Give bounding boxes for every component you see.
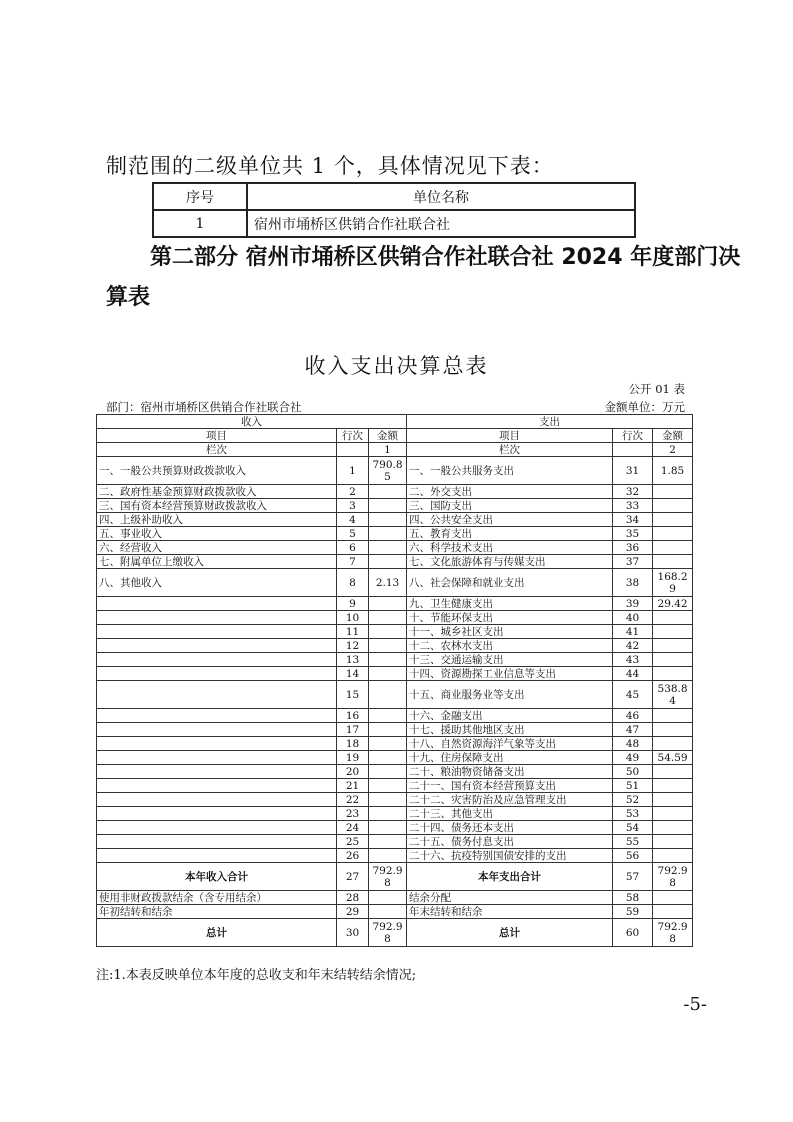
expense-row-header: 行次	[613, 429, 653, 443]
expense-item-cell: 五、教育支出	[407, 527, 613, 541]
expense-item-cell: 七、文化旅游体育与传媒支出	[407, 555, 613, 569]
income-amount-cell	[369, 905, 407, 919]
income-item-cell: 使用非财政拨款结余（含专用结余）	[97, 891, 337, 905]
income-item-cell	[97, 681, 337, 709]
income-row-no-cell: 14	[337, 667, 369, 681]
income-item-cell	[97, 807, 337, 821]
table-row	[97, 653, 693, 667]
income-column-number: 1	[369, 443, 407, 457]
expense-item-cell: 十五、商业服务业等支出	[407, 681, 613, 709]
expense-item-cell: 十七、援助其他地区支出	[407, 723, 613, 737]
income-amount-cell	[369, 765, 407, 779]
table-row	[97, 499, 693, 513]
income-amount-header: 金额	[369, 429, 407, 443]
expense-item-cell: 二十三、其他支出	[407, 807, 613, 821]
income-item-cell	[97, 653, 337, 667]
section-heading-line1: 第二部分 宿州市埇桥区供销合作社联合社 2024 年度部门决	[150, 245, 741, 270]
expense-amount-cell: 54.59	[653, 751, 693, 765]
income-amount-cell	[369, 541, 407, 555]
expense-item-cell: 四、公共安全支出	[407, 513, 613, 527]
income-item-cell: 三、国有资本经营预算财政拨款收入	[97, 499, 337, 513]
income-item-cell	[97, 723, 337, 737]
table-row	[97, 751, 693, 765]
income-row-no-cell: 23	[337, 807, 369, 821]
income-amount-cell	[369, 639, 407, 653]
income-item-cell	[97, 835, 337, 849]
column-number-row	[97, 443, 693, 457]
table-row	[97, 835, 693, 849]
income-row-no-cell: 28	[337, 891, 369, 905]
income-row-no-cell: 18	[337, 737, 369, 751]
table-row	[97, 527, 693, 541]
income-lanci-label: 栏次	[97, 443, 337, 457]
table-row	[97, 541, 693, 555]
expense-row-no-cell: 55	[613, 835, 653, 849]
unit-table	[152, 182, 636, 238]
expense-amount-cell	[653, 639, 693, 653]
expense-amount-cell	[653, 527, 693, 541]
income-item-cell	[97, 793, 337, 807]
expense-header: 支出	[407, 415, 693, 429]
income-item-cell: 四、上级补助收入	[97, 513, 337, 527]
expense-row-no-cell: 56	[613, 849, 653, 863]
header-seq: 序号	[153, 183, 247, 210]
expense-row-no-cell: 34	[613, 513, 653, 527]
income-amount-cell	[369, 667, 407, 681]
unit-name-cell: 宿州市埇桥区供销合作社联合社	[247, 210, 635, 237]
expense-amount-cell	[653, 821, 693, 835]
income-row-no-cell: 29	[337, 905, 369, 919]
income-row-no-cell: 1	[337, 457, 369, 485]
table-row	[97, 849, 693, 863]
expense-item-cell: 十六、金融支出	[407, 709, 613, 723]
expense-row-no-cell: 48	[613, 737, 653, 751]
expense-row-no-cell: 38	[613, 569, 653, 597]
intro-text: 制范围的二级单位共 1 个，具体情况见下表：	[106, 154, 554, 178]
form-number: 公开 01 表	[628, 382, 685, 396]
table-row	[97, 919, 693, 947]
expense-row-no-cell: 52	[613, 793, 653, 807]
income-amount-cell	[369, 611, 407, 625]
income-item-cell: 六、经营收入	[97, 541, 337, 555]
expense-amount-cell: 1.85	[653, 457, 693, 485]
expense-item-cell: 十一、城乡社区支出	[407, 625, 613, 639]
expense-item-cell: 二十、粮油物资储备支出	[407, 765, 613, 779]
income-amount-cell	[369, 849, 407, 863]
expense-item-cell: 十九、住房保障支出	[407, 751, 613, 765]
expense-item-cell: 六、科学技术支出	[407, 541, 613, 555]
income-amount-cell	[369, 891, 407, 905]
income-item-cell	[97, 611, 337, 625]
income-row-no-cell: 10	[337, 611, 369, 625]
expense-column-number: 2	[653, 443, 693, 457]
expense-row-no-cell: 37	[613, 555, 653, 569]
income-item-cell	[97, 779, 337, 793]
table-row	[97, 779, 693, 793]
expense-item-cell: 八、社会保障和就业支出	[407, 569, 613, 597]
income-row-no-cell: 25	[337, 835, 369, 849]
expense-row-no-cell: 54	[613, 821, 653, 835]
expense-row-no-cell: 58	[613, 891, 653, 905]
income-item-cell	[97, 737, 337, 751]
table-row	[97, 611, 693, 625]
table-row	[97, 625, 693, 639]
expense-amount-cell	[653, 807, 693, 821]
income-item-header: 项目	[97, 429, 337, 443]
expense-amount-cell	[653, 849, 693, 863]
table-row	[97, 457, 693, 485]
income-row-no-cell: 20	[337, 765, 369, 779]
expense-row-no-cell: 40	[613, 611, 653, 625]
expense-row-no-cell: 51	[613, 779, 653, 793]
income-row-no-cell: 2	[337, 485, 369, 499]
expense-amount-cell	[653, 891, 693, 905]
income-amount-cell	[369, 835, 407, 849]
expense-row-no-cell: 53	[613, 807, 653, 821]
expense-amount-cell	[653, 541, 693, 555]
income-amount-cell	[369, 737, 407, 751]
expense-row-no-cell: 50	[613, 765, 653, 779]
expense-item-cell: 本年支出合计	[407, 863, 613, 891]
expense-amount-cell	[653, 723, 693, 737]
income-item-cell: 五、事业收入	[97, 527, 337, 541]
expense-row-no-cell: 36	[613, 541, 653, 555]
income-row-no-cell: 19	[337, 751, 369, 765]
expense-amount-cell	[653, 667, 693, 681]
expense-amount-cell	[653, 835, 693, 849]
expense-row-no-cell: 33	[613, 499, 653, 513]
income-row-no-cell: 30	[337, 919, 369, 947]
income-amount-cell	[369, 709, 407, 723]
expense-row-no-cell: 31	[613, 457, 653, 485]
expense-lanci-label: 栏次	[407, 443, 613, 457]
expense-item-cell: 二十五、债务付息支出	[407, 835, 613, 849]
income-expense-body	[97, 415, 693, 947]
income-header: 收入	[97, 415, 407, 429]
income-item-cell	[97, 639, 337, 653]
table-title: 收入支出决算总表	[304, 354, 489, 378]
table-row	[97, 807, 693, 821]
table-row	[97, 765, 693, 779]
income-item-cell: 八、其他收入	[97, 569, 337, 597]
expense-row-no-cell: 47	[613, 723, 653, 737]
expense-item-header: 项目	[407, 429, 613, 443]
expense-row-no-cell: 43	[613, 653, 653, 667]
income-item-cell	[97, 849, 337, 863]
income-row-no-cell: 26	[337, 849, 369, 863]
income-amount-cell	[369, 793, 407, 807]
expense-amount-cell	[653, 513, 693, 527]
income-amount-cell	[369, 597, 407, 611]
expense-amount-cell	[653, 611, 693, 625]
income-item-cell: 七、附属单位上缴收入	[97, 555, 337, 569]
expense-item-cell: 十八、自然资源海洋气象等支出	[407, 737, 613, 751]
income-row-no-cell: 5	[337, 527, 369, 541]
income-item-cell: 本年收入合计	[97, 863, 337, 891]
table-row	[97, 793, 693, 807]
income-item-cell	[97, 625, 337, 639]
group-header-row	[97, 415, 693, 429]
income-row-no-cell: 12	[337, 639, 369, 653]
income-amount-cell	[369, 513, 407, 527]
expense-amount-cell	[653, 653, 693, 667]
expense-row-no-cell: 60	[613, 919, 653, 947]
income-row-no-cell: 24	[337, 821, 369, 835]
expense-row-no-cell: 41	[613, 625, 653, 639]
expense-item-cell: 一、一般公共服务支出	[407, 457, 613, 485]
income-item-cell: 一、一般公共预算财政拨款收入	[97, 457, 337, 485]
expense-item-cell: 二、外交支出	[407, 485, 613, 499]
empty-cell	[337, 443, 369, 457]
expense-amount-cell	[653, 793, 693, 807]
income-amount-cell: 2.13	[369, 569, 407, 597]
income-row-no-cell: 22	[337, 793, 369, 807]
income-item-cell	[97, 751, 337, 765]
table-row	[97, 821, 693, 835]
unit-table-header	[153, 183, 635, 210]
expense-item-cell: 二十二、灾害防治及应急管理支出	[407, 793, 613, 807]
section-heading-line2: 算表	[106, 285, 151, 310]
expense-amount-cell	[653, 905, 693, 919]
income-row-no-cell: 6	[337, 541, 369, 555]
income-row-no-cell: 13	[337, 653, 369, 667]
expense-amount-cell	[653, 625, 693, 639]
income-item-cell	[97, 765, 337, 779]
income-amount-cell: 792.98	[369, 863, 407, 891]
income-amount-cell	[369, 527, 407, 541]
income-item-cell	[97, 597, 337, 611]
header-unit-name: 单位名称	[247, 183, 635, 210]
table-row	[97, 555, 693, 569]
expense-item-cell: 十、节能环保支出	[407, 611, 613, 625]
table-row	[97, 597, 693, 611]
empty-cell	[613, 443, 653, 457]
table-row	[97, 639, 693, 653]
expense-amount-cell	[653, 709, 693, 723]
income-row-no-cell: 7	[337, 555, 369, 569]
expense-item-cell: 二十一、国有资本经营预算支出	[407, 779, 613, 793]
table-row	[97, 569, 693, 597]
table-row	[97, 863, 693, 891]
income-item-cell	[97, 667, 337, 681]
table-row	[97, 709, 693, 723]
table-row	[97, 681, 693, 709]
income-amount-cell	[369, 807, 407, 821]
income-amount-cell	[369, 681, 407, 709]
expense-item-cell: 九、卫生健康支出	[407, 597, 613, 611]
expense-amount-cell	[653, 779, 693, 793]
table-row	[97, 737, 693, 751]
department-label: 部门：宿州市埇桥区供销合作社联合社	[106, 400, 302, 414]
expense-row-no-cell: 42	[613, 639, 653, 653]
expense-amount-cell	[653, 737, 693, 751]
expense-item-cell: 二十四、债务还本支出	[407, 821, 613, 835]
table-row	[97, 485, 693, 499]
footnote: 注:1.本表反映单位本年度的总收支和年末结转结余情况;	[96, 968, 417, 983]
expense-row-no-cell: 49	[613, 751, 653, 765]
expense-item-cell: 十二、农林水支出	[407, 639, 613, 653]
expense-item-cell: 结余分配	[407, 891, 613, 905]
income-item-cell: 总计	[97, 919, 337, 947]
column-header-row	[97, 429, 693, 443]
table-row	[97, 905, 693, 919]
income-row-no-cell: 11	[337, 625, 369, 639]
expense-amount-cell: 792.98	[653, 919, 693, 947]
income-amount-cell	[369, 821, 407, 835]
income-row-no-cell: 15	[337, 681, 369, 709]
income-item-cell	[97, 821, 337, 835]
income-item-cell	[97, 709, 337, 723]
expense-row-no-cell: 32	[613, 485, 653, 499]
income-row-no-cell: 27	[337, 863, 369, 891]
expense-amount-cell: 538.84	[653, 681, 693, 709]
income-amount-cell	[369, 499, 407, 513]
income-row-no-cell: 21	[337, 779, 369, 793]
expense-item-cell: 总计	[407, 919, 613, 947]
expense-item-cell: 十三、交通运输支出	[407, 653, 613, 667]
amount-unit-label: 金额单位：万元	[604, 400, 685, 414]
expense-row-no-cell: 39	[613, 597, 653, 611]
income-row-no-cell: 9	[337, 597, 369, 611]
table-row	[97, 513, 693, 527]
income-amount-cell	[369, 555, 407, 569]
income-amount-cell	[369, 485, 407, 499]
expense-amount-cell: 168.29	[653, 569, 693, 597]
expense-item-cell: 二十六、抗疫特别国债安排的支出	[407, 849, 613, 863]
expense-item-cell: 年末结转和结余	[407, 905, 613, 919]
expense-row-no-cell: 57	[613, 863, 653, 891]
expense-row-no-cell: 59	[613, 905, 653, 919]
table-row	[153, 210, 635, 237]
income-item-cell: 年初结转和结余	[97, 905, 337, 919]
income-row-no-cell: 17	[337, 723, 369, 737]
income-row-no-cell: 8	[337, 569, 369, 597]
income-row-no-cell: 16	[337, 709, 369, 723]
income-item-cell: 二、政府性基金预算财政拨款收入	[97, 485, 337, 499]
page-number: -5-	[683, 994, 707, 1015]
income-amount-cell	[369, 751, 407, 765]
table-row	[97, 667, 693, 681]
section-heading	[106, 238, 741, 318]
expense-amount-cell: 792.98	[653, 863, 693, 891]
expense-item-cell: 三、国防支出	[407, 499, 613, 513]
expense-item-cell: 十四、资源勘探工业信息等支出	[407, 667, 613, 681]
income-amount-cell: 790.85	[369, 457, 407, 485]
income-amount-cell	[369, 723, 407, 737]
expense-row-no-cell: 35	[613, 527, 653, 541]
income-amount-cell	[369, 653, 407, 667]
seq-cell: 1	[153, 210, 247, 237]
income-expense-table	[96, 414, 693, 947]
expense-amount-cell	[653, 765, 693, 779]
income-row-no-cell: 4	[337, 513, 369, 527]
income-amount-cell: 792.98	[369, 919, 407, 947]
expense-amount-cell	[653, 499, 693, 513]
expense-amount-cell	[653, 555, 693, 569]
expense-row-no-cell: 46	[613, 709, 653, 723]
income-amount-cell	[369, 625, 407, 639]
income-amount-cell	[369, 779, 407, 793]
expense-row-no-cell: 45	[613, 681, 653, 709]
table-row	[97, 891, 693, 905]
expense-amount-cell: 29.42	[653, 597, 693, 611]
expense-row-no-cell: 44	[613, 667, 653, 681]
table-row	[97, 723, 693, 737]
income-row-no-cell: 3	[337, 499, 369, 513]
expense-amount-cell	[653, 485, 693, 499]
expense-amount-header: 金额	[653, 429, 693, 443]
income-row-header: 行次	[337, 429, 369, 443]
